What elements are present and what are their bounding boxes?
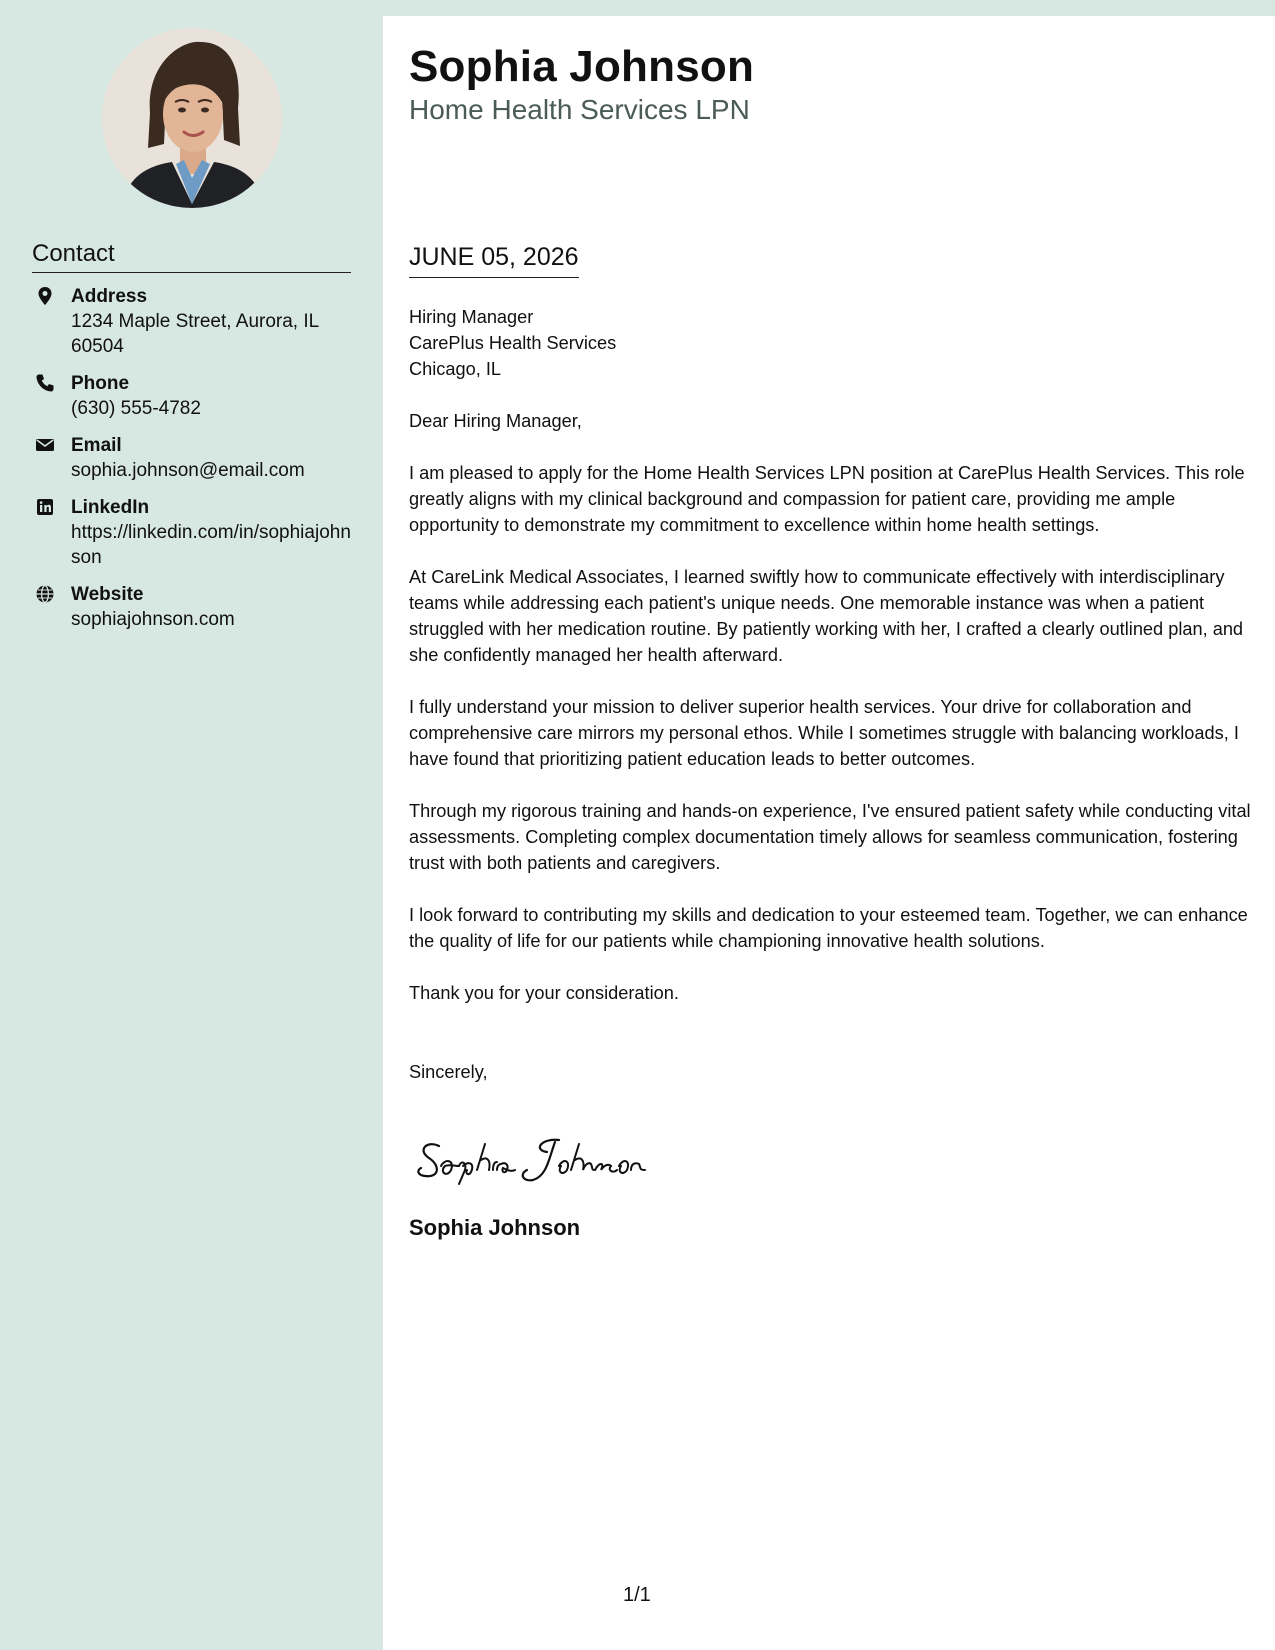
globe-icon [35, 584, 55, 604]
website-value[interactable]: sophiajohnson.com [71, 609, 235, 630]
sidebar [0, 0, 383, 1650]
contact-item-phone [32, 372, 352, 421]
linkedin-icon [35, 497, 55, 517]
signer-name: Sophia Johnson [409, 1215, 581, 1240]
recipient-line: CarePlus Health Services [409, 333, 617, 353]
contact-heading: Contact [32, 240, 351, 273]
recipient-block [409, 304, 1255, 382]
job-title: Home Health Services LPN [409, 94, 750, 125]
phone-value: (630) 555-4782 [71, 398, 201, 419]
phone-icon [35, 373, 55, 393]
contact-label: Website [71, 584, 144, 605]
paragraph: I look forward to contributing my skills and dedication to your esteemed team. Together, we can enhance the quality of life for our patients while championing innovative health solutions. [409, 905, 1248, 951]
closing-line: Sincerely, [409, 1062, 488, 1082]
email-value[interactable]: sophia.johnson@email.com [71, 460, 305, 481]
page-number: 1/1 [623, 1584, 651, 1606]
location-pin-icon [35, 286, 55, 306]
address-value: 1234 Maple Street, Aurora, IL 60504 [71, 311, 319, 357]
contact-label: Phone [71, 373, 130, 394]
recipient-line: Chicago, IL [409, 359, 502, 379]
envelope-icon [35, 435, 55, 455]
contact-list [32, 285, 352, 645]
salutation: Dear Hiring Manager, [409, 411, 582, 431]
contact-item-linkedin [32, 496, 352, 570]
recipient-line: Hiring Manager [409, 307, 534, 327]
contact-label: Email [71, 435, 122, 456]
letter-main [383, 16, 1275, 1650]
letter-date: JUNE 05, 2026 [409, 243, 579, 278]
contact-label: LinkedIn [71, 497, 150, 518]
handwritten-signature [409, 1126, 669, 1192]
paragraph: Through my rigorous training and hands-on experience, I've ensured patient safety while conducting vital assessments. Completing complex documentation timely allows for seamless communication, fostering trust with both patients and caregivers. [409, 801, 1251, 873]
contact-label: Address [71, 286, 148, 307]
paragraph: I fully understand your mission to deliver superior health services. Your drive for collaboration and comprehensive care mirrors my personal ethos. While I sometimes struggle with balancing workloads, I have found that prioritizing patient education leads to better outcomes. [409, 697, 1239, 769]
applicant-name: Sophia Johnson [409, 42, 755, 91]
thanks-line: Thank you for your consideration. [409, 983, 679, 1003]
profile-photo [102, 28, 282, 208]
contact-item-website [32, 583, 352, 632]
paragraph: I am pleased to apply for the Home Health Services LPN position at CarePlus Health Services. This role greatly aligns with my clinical background and compassion for patient care, providing me ample opportunity to demonstrate my commitment to excellence within home health settings. [409, 463, 1245, 535]
letter-body [409, 304, 1255, 1085]
contact-item-email [32, 434, 352, 483]
paragraph: At CareLink Medical Associates, I learned swiftly how to communicate effectively with interdisciplinary teams while addressing each patient's unique needs. One memorable instance was when a patient struggled with her medication routine. By patiently working with her, I crafted a clearly outlined plan, and she confidently managed her health afterward. [409, 567, 1244, 665]
linkedin-value[interactable]: https://linkedin.com/in/sophiajohnson [71, 522, 351, 568]
contact-item-address [32, 285, 352, 359]
